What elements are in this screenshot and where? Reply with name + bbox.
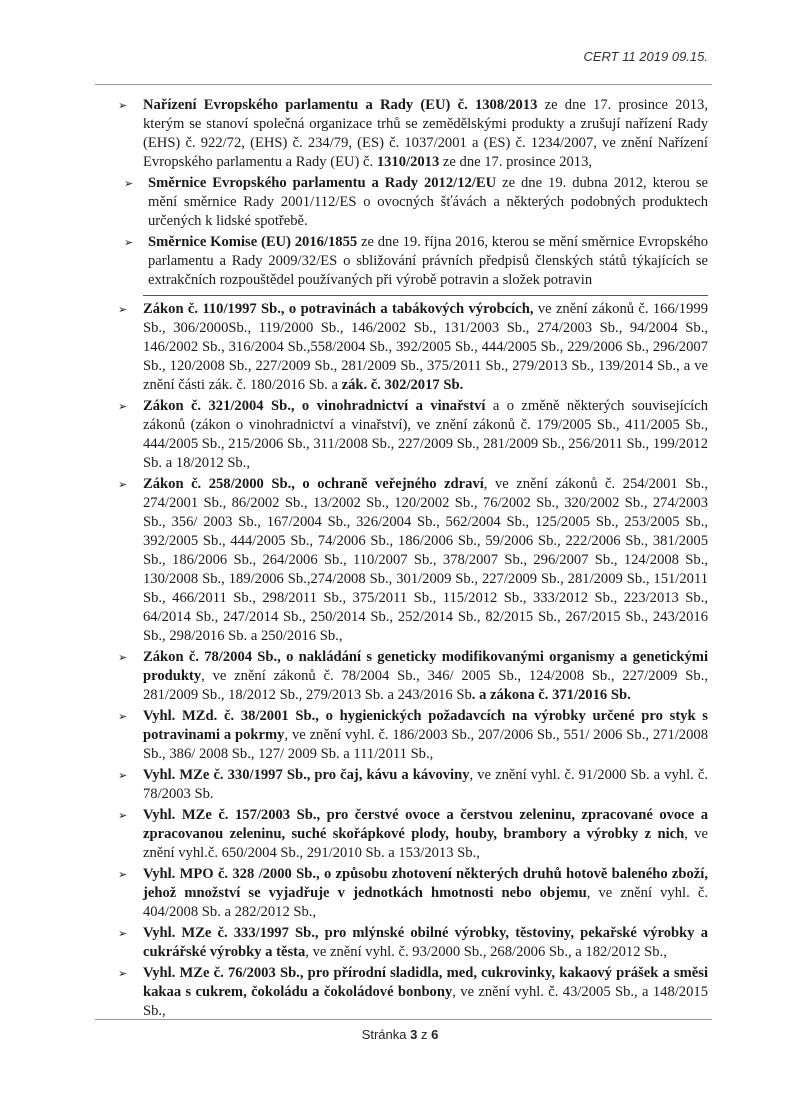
legislation-text: a o změně některých souvisejících zákonů (zákon o vinohradnictví a vinařství), ve znění zákonů č. 179/2005 Sb., 411/2005 Sb., 444/2005 Sb., 215/2006 Sb., 311/2008 Sb., 227/2009 Sb., 281/2009 Sb., 256/2011 Sb., 199/2012 Sb. a 18/2012 Sb., — [143, 398, 708, 471]
page-label: Stránka — [361, 1027, 411, 1042]
arrow-bullet-icon: ➢ — [118, 99, 128, 112]
legislation-item — [118, 924, 708, 962]
legislation-title: Zákon č. 321/2004 Sb., o vinohradnictví a vinařství — [143, 398, 486, 414]
legislation-item — [118, 96, 708, 172]
legislation-title: zák. č. 302/2017 Sb. — [341, 377, 464, 393]
arrow-bullet-icon: ➢ — [118, 809, 128, 822]
section-divider — [143, 295, 708, 296]
national-laws-list — [118, 300, 708, 1023]
legislation-item — [118, 648, 708, 705]
footer-divider — [95, 1019, 712, 1020]
page-separator: z — [417, 1027, 432, 1042]
legislation-text: ze dne 17. prosince 2013, kterým se stanoví společná organizace trhů se zemědělskými produkty a zrušují nařízení Rady (EHS) č. 922/72, (EHS) č. 234/79, (ES) č. 1037/2001 a (ES) č. 1234/2007, ve znění Nařízení Evropského parlamentu a Rady (EU) č. — [143, 97, 708, 170]
legislation-item — [118, 397, 708, 473]
arrow-bullet-icon: ➢ — [124, 236, 134, 249]
legislation-text: , ve znění zákonů č. 254/2001 Sb., 274/2001 Sb., 86/2002 Sb., 13/2002 Sb., 120/2002 Sb., 76/2002 Sb., 320/2002 Sb., 274/2003 Sb., 356/ 2003 Sb., 167/2004 Sb., 326/2004 Sb., 562/2004 Sb., 125/2005 Sb., 253/2005 Sb., 392/2005 Sb., 444/2005 Sb., 74/2006 Sb., 186/2006 Sb., 59/2006 Sb., 222/2006 Sb., 381/2005 Sb., 186/2006 Sb., 264/2006 Sb., 110/2007 Sb., 378/2007 Sb., 296/2007 Sb., 124/2008 Sb., 130/2008 Sb., 189/2006 Sb.,274/2008 Sb., 301/2009 Sb., 227/2009 Sb., 281/2009 Sb., 151/2011 Sb., 466/2011 Sb., 298/2011 Sb., 375/2011 Sb., 115/2012 Sb., 333/2012 Sb., 223/2013 Sb., 64/2014 Sb., 247/2014 Sb., 250/2014 Sb., 252/2014 Sb., 82/2015 Sb., 267/2015 Sb., 243/2016 Sb., 298/2016 Sb. a 250/2016 Sb., — [143, 476, 708, 644]
legislation-item — [118, 707, 708, 764]
legislation-title: Zákon č. 78/2004 Sb., o nakládání s geneticky modifikovanými organismy a genetickými produkty — [143, 649, 708, 684]
arrow-bullet-icon: ➢ — [118, 400, 128, 413]
legislation-item — [124, 174, 708, 231]
legislation-title: Vyhl. MZe č. 76/2003 Sb., pro přírodní sladidla, med, cukrovinky, kakaový prášek a směsi kakaa s cukrem, čokoládu a čokoládové bonbony — [143, 965, 708, 1000]
arrow-bullet-icon: ➢ — [118, 651, 128, 664]
legislation-title: Vyhl. MPO č. 328 /2000 Sb., o způsobu zhotovení některých druhů hotově baleného zboží, jehož množství se vyjadřuje v jednotkách hmotnosti nebo objemu — [143, 866, 708, 901]
legislation-item — [118, 964, 708, 1021]
legislation-text: , ve znění vyhl. č. 91/2000 Sb. a vyhl. č. 78/2003 Sb. — [143, 767, 708, 802]
arrow-bullet-icon: ➢ — [118, 868, 128, 881]
header-divider — [95, 84, 712, 85]
legislation-item — [118, 865, 708, 922]
legislation-text: , ve znění vyhl. č. 404/2008 Sb. a 282/2012 Sb., — [143, 885, 708, 920]
current-page: 3 — [410, 1027, 418, 1042]
legislation-item — [118, 766, 708, 804]
legislation-title: 1310/2013 — [376, 154, 440, 170]
legislation-title: Zákon č. 110/1997 Sb., o potravinách a tabákových výrobcích, — [143, 301, 534, 317]
legislation-item — [118, 300, 708, 395]
legislation-text: ve znění zákonů č. 166/1999 Sb., 306/2000Sb., 119/2000 Sb., 146/2002 Sb., 131/2003 Sb., 274/2003 Sb., 94/2004 Sb., 146/2002 Sb., 316/2004 Sb.,558/2004 Sb., 392/2005 Sb., 444/2005 Sb., 229/2006 Sb., 296/2007 Sb., 120/2008 Sb., 227/2009 Sb., 281/2009 Sb., 375/2011 Sb., 279/2013 Sb., 139/2014 Sb., a ve znění části zák. č. 180/2016 Sb. a — [143, 301, 708, 393]
legislation-text: ze dne 19. dubna 2012, kterou se mění směrnice Rady 2001/112/ES o ovocných šťávách a některých podobných produktech určených k lidské spotřebě. — [148, 175, 709, 229]
legislation-item — [118, 806, 708, 863]
arrow-bullet-icon: ➢ — [124, 177, 134, 190]
arrow-bullet-icon: ➢ — [118, 927, 128, 940]
legislation-text: , ve znění vyhl. č. 93/2000 Sb., 268/2006 Sb., a 182/2012 Sb., — [305, 944, 667, 960]
arrow-bullet-icon: ➢ — [118, 967, 128, 980]
total-pages: 6 — [431, 1027, 439, 1042]
legislation-title: . a zákona č. 371/2016 Sb. — [471, 687, 631, 703]
legislation-text: , ve znění vyhl. č. 186/2003 Sb., 207/2006 Sb., 551/ 2006 Sb., 271/2008 Sb., 386/ 2008 Sb., 127/ 2009 Sb. a 111/2011 Sb., — [143, 727, 708, 762]
legislation-text: , ve znění vyhl.č. 650/2004 Sb., 291/2010 Sb. a 153/2013 Sb., — [143, 826, 708, 861]
legislation-title: Zákon č. 258/2000 Sb., o ochraně veřejného zdraví — [143, 476, 484, 492]
arrow-bullet-icon: ➢ — [118, 478, 128, 491]
eu-regulations-list — [118, 96, 708, 292]
arrow-bullet-icon: ➢ — [118, 710, 128, 723]
legislation-text: , ve znění vyhl. č. 43/2005 Sb., a 148/2015 Sb., — [143, 984, 708, 1019]
legislation-text: ze dne 19. října 2016, kterou se mění směrnice Evropského parlamentu a Rady 2009/32/ES o sbližování právních předpisů členských států týkajících se extrakčních rozpouštědel používaných při výrobě potravin a složek potravin — [148, 234, 708, 288]
legislation-title: Nařízení Evropského parlamentu a Rady (EU) č. 1308/2013 — [143, 97, 538, 113]
legislation-text: ze dne 17. prosince 2013, — [439, 154, 593, 170]
legislation-title: Vyhl. MZe č. 333/1997 Sb., pro mlýnské obilné výrobky, těstoviny, pekařské výrobky a cukrářské výrobky a těsta — [143, 925, 708, 960]
legislation-item — [118, 475, 708, 646]
legislation-title: Vyhl. MZd. č. 38/2001 Sb., o hygienických požadavcích na výrobky určené pro styk s potravinami a pokrmy — [143, 708, 708, 743]
legislation-title: Směrnice Komise (EU) 2016/1855 — [148, 234, 358, 250]
legislation-text: , ve znění zákonů č. 78/2004 Sb., 346/ 2005 Sb., 124/2008 Sb., 227/2009 Sb., 281/2009 Sb., 18/2012 Sb., 279/2013 Sb. a 243/2016 Sb — [143, 668, 708, 703]
page-footer — [0, 1027, 800, 1042]
legislation-title: Vyhl. MZe č. 330/1997 Sb., pro čaj, kávu a kávoviny — [143, 767, 470, 783]
legislation-item — [124, 233, 708, 290]
arrow-bullet-icon: ➢ — [118, 303, 128, 316]
legislation-title: Směrnice Evropského parlamentu a Rady 2012/12/EU — [148, 175, 497, 191]
arrow-bullet-icon: ➢ — [118, 769, 128, 782]
document-code: CERT 11 2019 09.15. — [583, 49, 708, 64]
legislation-title: Vyhl. MZe č. 157/2003 Sb., pro čerstvé ovoce a čerstvou zeleninu, zpracované ovoce a zpracovanou zeleninu, suché skořápkové plody, houby, brambory a výrobky z nich — [143, 807, 708, 842]
